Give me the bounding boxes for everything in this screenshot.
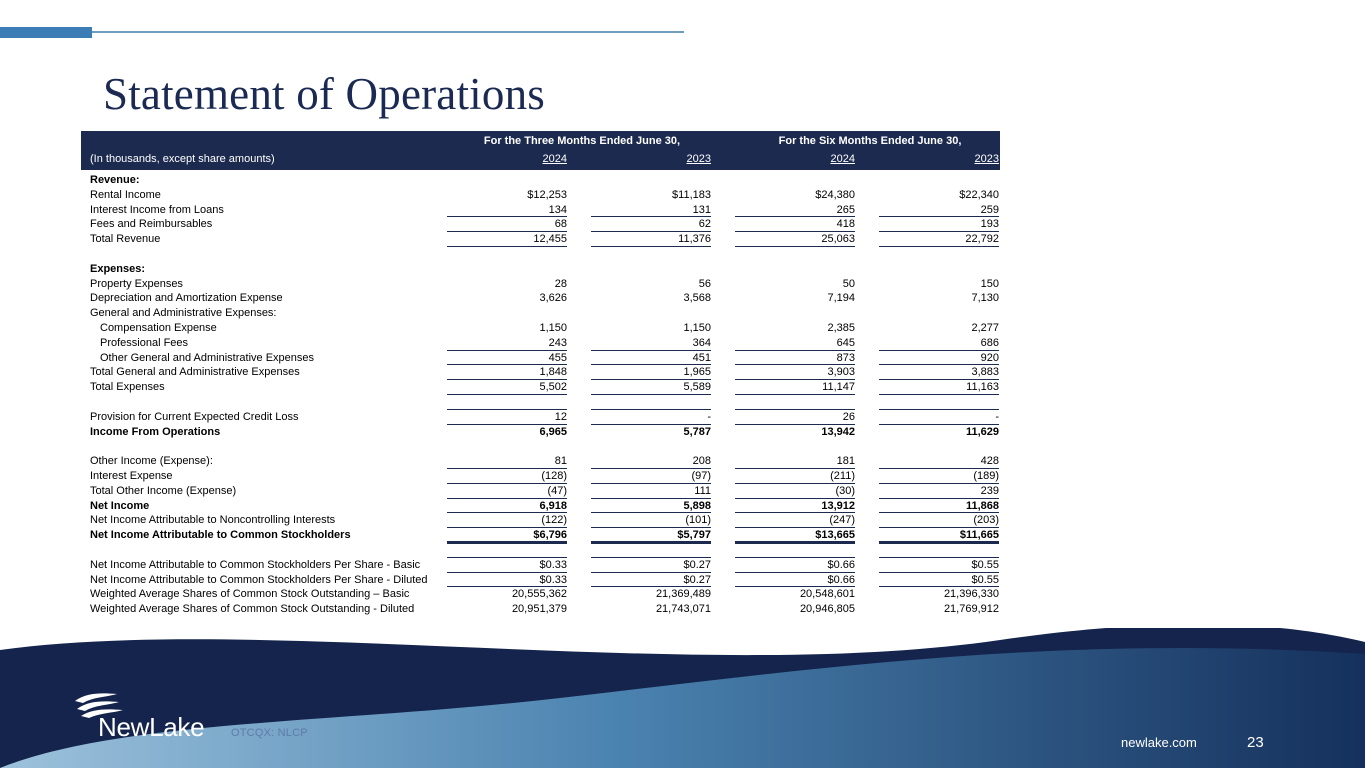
row-label: Net Income Attributable to Common Stockholders Per Share - Basic xyxy=(90,558,421,571)
table-row xyxy=(81,203,1000,218)
table-cell: 11,868 xyxy=(965,499,999,512)
table-cell: (211) xyxy=(735,469,855,484)
logo-wordmark: NewLake xyxy=(98,712,205,742)
table-cell: 131 xyxy=(692,203,711,216)
table-cell: 6,918 xyxy=(539,499,567,512)
row-label: Net Income xyxy=(90,499,150,512)
table-cell: 428 xyxy=(980,455,999,468)
table-cell: 21,769,912 xyxy=(943,603,999,616)
row-label: Net Income Attributable to Common Stockholders Per Share - Diluted xyxy=(90,573,428,586)
row-label: Other General and Administrative Expenses xyxy=(100,351,315,364)
table-cell: $0.66 xyxy=(735,573,855,588)
table-cell: 81 xyxy=(554,455,567,468)
table-row xyxy=(81,513,1000,528)
table-cell: 2,385 xyxy=(827,321,855,334)
units-note: (In thousands, except share amounts) xyxy=(90,153,275,165)
table-row xyxy=(81,410,1000,425)
table-cell: 21,369,489 xyxy=(655,588,711,601)
table-cell: $0.55 xyxy=(879,558,999,573)
table-cell: 56 xyxy=(698,277,711,290)
table-cell: $0.66 xyxy=(735,558,855,573)
table-row xyxy=(81,365,1000,380)
table-cell: 208 xyxy=(692,455,711,468)
table-header-band xyxy=(81,131,1000,170)
table-cell: 193 xyxy=(879,217,999,232)
top-accent-rule xyxy=(92,31,684,33)
table-cell: 20,548,601 xyxy=(799,588,855,601)
table-cell: 265 xyxy=(836,203,855,216)
table-row xyxy=(81,306,1000,321)
table-cell: 150 xyxy=(980,277,999,290)
table-row xyxy=(81,558,1000,573)
row-label: Interest Expense xyxy=(90,469,173,482)
table-cell: 455 xyxy=(447,351,567,366)
table-cell: 12 xyxy=(447,410,567,425)
row-label: Revenue: xyxy=(90,174,140,186)
table-cell: 7,130 xyxy=(971,292,999,305)
column-header-year-1: 2023 xyxy=(686,153,711,165)
row-label: Expenses: xyxy=(90,262,146,275)
table-row xyxy=(81,232,1000,247)
table-cell: 25,063 xyxy=(735,232,855,247)
table-cell: 5,589 xyxy=(591,380,711,395)
table-row xyxy=(81,291,1000,306)
row-label: Professional Fees xyxy=(100,336,189,349)
table-cell: 134 xyxy=(548,203,567,216)
table-spacer-row xyxy=(81,247,1000,262)
row-label: Depreciation and Amortization Expense xyxy=(90,292,283,305)
table-cell: (189) xyxy=(879,469,999,484)
table-row xyxy=(81,188,1000,203)
table-row xyxy=(81,262,1000,277)
table-cell: 3,903 xyxy=(735,365,855,380)
table-cell: (247) xyxy=(735,513,855,528)
table-cell: 3,883 xyxy=(879,365,999,380)
table-row xyxy=(81,587,1000,602)
table-cell: (30) xyxy=(735,484,855,499)
row-label: Weighted Average Shares of Common Stock Outstanding – Basic xyxy=(90,588,410,601)
table-cell: (203) xyxy=(879,513,999,528)
row-label: Income From Operations xyxy=(90,425,221,438)
table-cell: 364 xyxy=(692,336,711,349)
table-body xyxy=(81,170,1000,617)
table-cell: 26 xyxy=(735,410,855,425)
row-label: Fees and Reimbursables xyxy=(90,218,213,231)
table-cell: 20,951,379 xyxy=(511,603,567,616)
row-label: Weighted Average Shares of Common Stock Outstanding - Diluted xyxy=(90,603,415,616)
table-cell: $0.27 xyxy=(591,558,711,573)
table-cell: 239 xyxy=(879,484,999,499)
table-cell: 62 xyxy=(591,217,711,232)
table-row xyxy=(81,499,1000,514)
table-cell: - xyxy=(879,410,999,425)
row-label: General and Administrative Expenses: xyxy=(90,307,277,320)
table-cell: 3,568 xyxy=(683,292,711,305)
table-cell: 1,150 xyxy=(683,321,711,334)
column-header-year-2: 2024 xyxy=(830,153,855,165)
table-row xyxy=(81,380,1000,395)
top-accent-bar xyxy=(0,27,92,38)
statement-of-operations-table xyxy=(81,131,1000,617)
table-row xyxy=(81,173,1000,188)
table-row xyxy=(81,528,1000,543)
row-label: Interest Income from Loans xyxy=(90,203,224,216)
row-label: Net Income Attributable to Noncontrolling Interests xyxy=(90,514,336,527)
table-cell: 11,376 xyxy=(591,232,711,247)
table-cell: $11,183 xyxy=(672,188,711,201)
table-cell: 11,629 xyxy=(965,425,999,438)
table-cell: 5,787 xyxy=(683,425,711,438)
row-label: Total Other Income (Expense) xyxy=(90,484,237,497)
table-row xyxy=(81,321,1000,336)
table-row xyxy=(81,351,1000,366)
table-row xyxy=(81,484,1000,499)
column-header-year-0: 2024 xyxy=(542,153,567,165)
row-label: Total Revenue xyxy=(90,233,161,246)
footer-website: newlake.com xyxy=(1121,735,1197,750)
table-cell: $0.33 xyxy=(447,573,567,588)
row-label: Net Income Attributable to Common Stockholders xyxy=(90,529,351,542)
table-cell: 7,194 xyxy=(827,292,855,305)
table-spacer-row xyxy=(81,395,1000,410)
table-row xyxy=(81,573,1000,588)
table-spacer-row xyxy=(81,439,1000,454)
table-cell: 1,848 xyxy=(447,365,567,380)
table-row xyxy=(81,336,1000,351)
row-label: Property Expenses xyxy=(90,277,183,290)
table-cell: 21,396,330 xyxy=(943,588,999,601)
table-cell: 6,965 xyxy=(539,425,567,438)
table-cell: (47) xyxy=(447,484,567,499)
table-cell: $24,380 xyxy=(815,188,855,201)
table-cell: 451 xyxy=(591,351,711,366)
table-cell: 5,502 xyxy=(447,380,567,395)
table-row xyxy=(81,454,1000,469)
table-cell: 1,965 xyxy=(591,365,711,380)
table-cell: $12,253 xyxy=(527,188,567,201)
table-cell: 2,277 xyxy=(971,321,999,334)
table-cell: (122) xyxy=(447,513,567,528)
table-row xyxy=(81,469,1000,484)
page-title: Statement of Operations xyxy=(103,69,545,119)
table-row xyxy=(81,602,1000,617)
table-cell: 645 xyxy=(836,336,855,349)
column-group-six-months: For the Six Months Ended June 30, xyxy=(778,135,962,147)
table-cell: 50 xyxy=(842,277,855,290)
table-cell: 13,942 xyxy=(821,425,855,438)
newlake-logo xyxy=(70,690,370,746)
table-cell: $0.55 xyxy=(879,573,999,588)
column-header-year-3: 2023 xyxy=(974,153,999,165)
table-row xyxy=(81,277,1000,292)
table-cell: 68 xyxy=(447,217,567,232)
table-cell: 11,147 xyxy=(735,380,855,395)
ticker-symbol: OTCQX: NLCP xyxy=(231,727,308,739)
row-label: Rental Income xyxy=(90,188,161,201)
table-cell: 5,898 xyxy=(683,499,711,512)
table-cell: $11,665 xyxy=(879,528,999,543)
table-cell: 259 xyxy=(980,203,999,216)
table-cell: $13,665 xyxy=(735,528,855,543)
table-cell: 873 xyxy=(735,351,855,366)
table-cell: 3,626 xyxy=(539,292,567,305)
table-cell: 243 xyxy=(548,336,567,349)
table-cell: $22,340 xyxy=(959,188,999,201)
table-row xyxy=(81,425,1000,440)
table-cell: 11,163 xyxy=(879,380,999,395)
row-label: Provision for Current Expected Credit Loss xyxy=(90,410,299,423)
table-cell: 20,946,805 xyxy=(799,603,855,616)
table-cell: 1,150 xyxy=(539,321,567,334)
table-cell: $0.27 xyxy=(591,573,711,588)
column-group-three-months: For the Three Months Ended June 30, xyxy=(483,135,681,147)
table-cell: (97) xyxy=(591,469,711,484)
table-cell: (128) xyxy=(447,469,567,484)
table-spacer-row xyxy=(81,543,1000,558)
table-cell: 418 xyxy=(735,217,855,232)
table-cell: 20,555,362 xyxy=(511,588,567,601)
table-cell: 181 xyxy=(836,455,855,468)
footer-page-number: 23 xyxy=(1247,734,1264,751)
table-cell: 21,743,071 xyxy=(655,603,711,616)
table-cell: - xyxy=(591,410,711,425)
table-cell: 920 xyxy=(879,351,999,366)
row-label: Total Expenses xyxy=(90,381,165,394)
table-cell: 111 xyxy=(591,484,711,499)
table-cell: 28 xyxy=(554,277,567,290)
table-cell: 13,912 xyxy=(821,499,855,512)
table-cell: 686 xyxy=(980,336,999,349)
table-cell: 12,455 xyxy=(447,232,567,247)
row-label: Total General and Administrative Expenses xyxy=(90,366,300,379)
table-cell: $0.33 xyxy=(447,558,567,573)
table-cell: $5,797 xyxy=(591,528,711,543)
table-cell: (101) xyxy=(591,513,711,528)
table-cell: $6,796 xyxy=(447,528,567,543)
table-cell: 22,792 xyxy=(879,232,999,247)
table-row xyxy=(81,217,1000,232)
row-label: Compensation Expense xyxy=(100,321,217,334)
row-label: Other Income (Expense): xyxy=(90,455,213,468)
